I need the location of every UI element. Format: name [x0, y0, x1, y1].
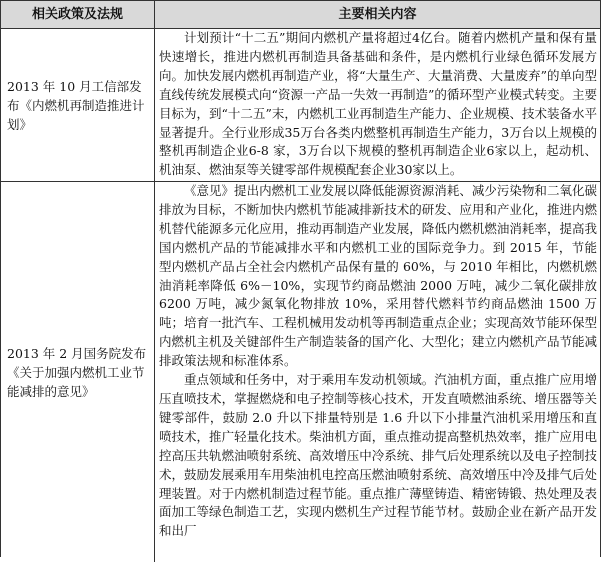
content-paragraph: 计划预计“十二五”期间内燃机产量将超过4亿台。随着内燃机产量和保有量快速增长，推进内燃机再制造具备基础和条件，是内燃机行业绿色循环发展方向。加快发展内燃机再制造产业，将“大量生产、大量消费、大量废弃”的单向型直线传统发展模式向“资源一产品一失效一再制造”的循环型产业模式转变。主要目标为，到“十二五”末，内燃机工业再制造生产能力、企业规模、技术装备水平显著提升。全行业形成35万台各类内燃整机再制造生产能力，3万台以上规模的整机再制造企业6-8 家，3万台以下规模的整机再制造企业6家以上，起动机、机油泵、燃油泵等关键零部件规模配套企业30家以上。 — [159, 30, 597, 178]
table-row — [1, 182, 600, 562]
policy-name: 2013 年 10 月工信部发布《内燃机再制造推进计划》 — [7, 78, 145, 132]
policy-cell — [1, 182, 155, 562]
table-row — [1, 29, 600, 182]
header-content: 主要相关内容 — [338, 7, 417, 22]
policy-name: 2013 年 2 月国务院发布《关于加强内燃机工业节能减排的意见》 — [7, 345, 147, 399]
content-paragraph: 《意见》提出内燃机工业发展以降低能源资源消耗、减少污染物和二氧化碳排放为目标，不断加快内燃机节能减排新技术的研发、应用和产业化，推进内燃机替代能源多元化应用，推动再制造产业发展，降低内燃机燃油消耗率，提高我国内燃机产品的节能减排水平和内燃机工业的国际竞争力。到 2015 年，节能型内燃机产品占全社会内燃机产品保有量的 60%，与 2010 年相比，内燃机燃油消耗率降低 6%－10%，实现节约商品燃油 2000 万吨，减少二氧化碳排放 6200 万吨，减少氮氧化物排放 10%，采用替代燃料节约商品燃油 1500 万吨；培育一批汽车、工程机械用发动机等再制造重点企业；实现高效节能环保型内燃机主机及关键部件生产制造装备的国产化、大型化；建立内燃机产品节能减排政策法规和标准体系。 — [159, 183, 597, 369]
content-cell — [155, 29, 600, 181]
table-header — [1, 1, 600, 29]
header-policy: 相关政策及法规 — [1, 1, 155, 28]
content-paragraph: 重点领域和任务中，对于乘用车发动机领域。汽油机方面，重点推广应用增压直喷技术，掌握燃烧和电子控制等核心技术，开发直喷燃油系统、增压器等关键零部件，鼓励 2.0 升以下排量特别是 1.6 升以下小排量汽油机采用增压和直喷技术，推广轻量化技术。柴油机方面，重点推动提高整机热效率，推广应用电控高压共轨燃油喷射系统、高效增压中冷系统、排气后处理系统以及电子控制技术，鼓励发展乘用车用柴油机电控高压燃油喷射系统、高效增压中冷及排气后处理装置。对于内燃机制造过程节能。重点推广薄壁铸造、精密铸锻、热处理及表面加工等绿色制造工艺，实现内燃机生产过程节能节材。鼓励企业在新产品开发和出厂 — [159, 372, 597, 539]
policy-cell — [1, 29, 155, 181]
content-cell — [155, 182, 600, 562]
